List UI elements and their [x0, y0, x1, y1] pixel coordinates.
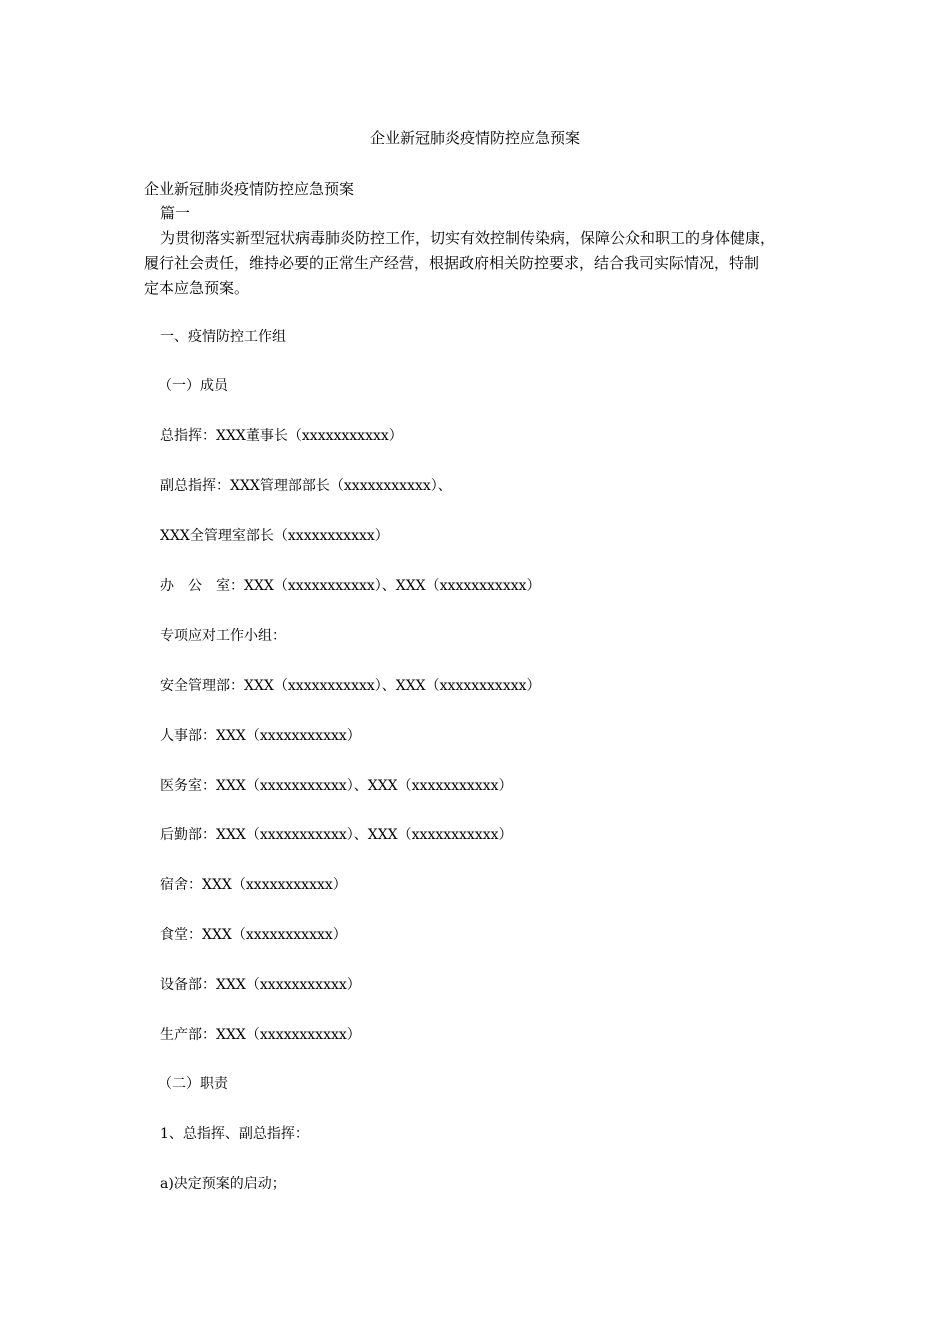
- member-line-equipment: 设备部：XXX（xxxxxxxxxxx）: [160, 977, 361, 993]
- member-line-canteen: 食堂：XXX（xxxxxxxxxxx）: [160, 927, 347, 943]
- member-line-deputy-commander: 副总指挥：XXX管理部部长（xxxxxxxxxxx）、: [160, 478, 452, 494]
- member-line-dormitory: 宿舍：XXX（xxxxxxxxxxx）: [160, 877, 347, 893]
- intro-line: 为贯彻落实新型冠状病毒肺炎防控工作，切实有效控制传染病，保障公众和职工的身体健康，: [160, 229, 776, 247]
- intro-line: 履行社会责任，维持必要的正常生产经营，根据政府相关防控要求，结合我司实际情况，特制: [144, 254, 760, 272]
- member-line-production: 生产部：XXX（xxxxxxxxxxx）: [160, 1027, 361, 1043]
- section-heading-work-group: 一、疫情防控工作组: [160, 329, 286, 345]
- intro-line: 定本应急预案。: [144, 279, 250, 297]
- member-line-safety-dept: 安全管理部：XXX（xxxxxxxxxxx）、XXX（xxxxxxxxxxx）: [160, 678, 541, 694]
- member-line-commander: 总指挥：XXX董事长（xxxxxxxxxxx）: [160, 428, 403, 444]
- part-label: 篇一: [160, 204, 191, 222]
- intro-paragraph: [144, 226, 814, 301]
- member-line-logistics: 后勤部：XXX（xxxxxxxxxxx）、XXX（xxxxxxxxxxx）: [160, 827, 513, 843]
- duty-heading-commanders: 1、总指挥、副总指挥：: [160, 1126, 309, 1142]
- subsection-heading-duties: （二）职责: [158, 1076, 228, 1092]
- member-line-hr-dept: 人事部：XXX（xxxxxxxxxxx）: [160, 728, 361, 744]
- subsection-heading-members: （一）成员: [158, 378, 228, 394]
- member-line-deputy-commander-2: XXX全管理室部长（xxxxxxxxxxx）: [160, 528, 389, 544]
- member-line-special-team: 专项应对工作小组：: [160, 628, 286, 644]
- member-line-clinic: 医务室：XXX（xxxxxxxxxxx）、XXX（xxxxxxxxxxx）: [160, 778, 513, 794]
- member-line-office: 办 公 室：XXX（xxxxxxxxxxx）、XXX（xxxxxxxxxxx）: [160, 578, 541, 594]
- duty-item-a: a)决定预案的启动；: [160, 1176, 286, 1192]
- document-subtitle: 企业新冠肺炎疫情防控应急预案: [144, 180, 355, 198]
- document-title: 企业新冠肺炎疫情防控应急预案: [369, 129, 580, 147]
